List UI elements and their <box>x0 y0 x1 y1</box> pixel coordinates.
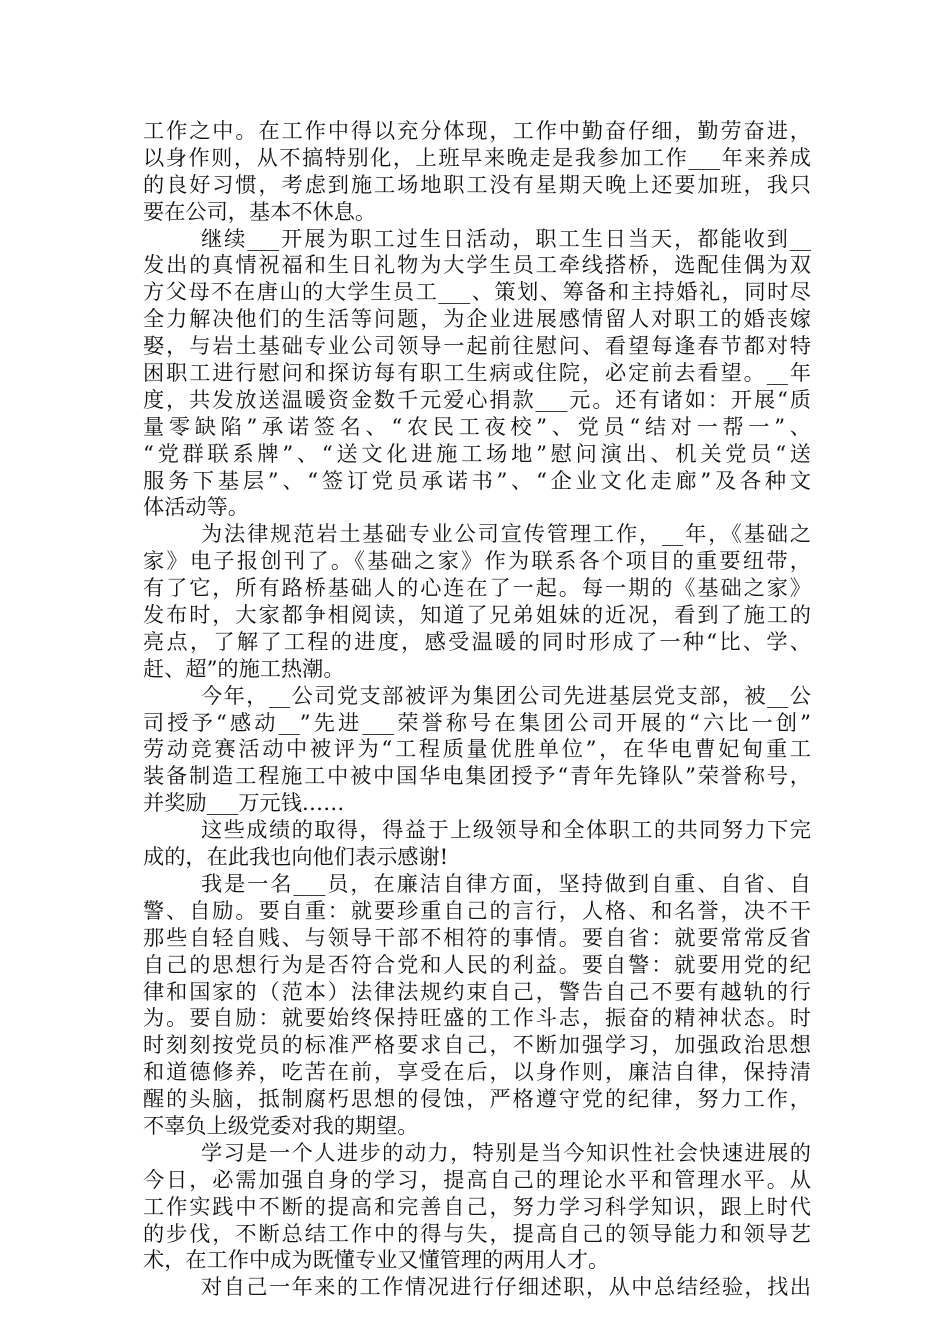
paragraph-first-line: 我是一名___员，在廉洁自律方面，坚持做到自重、自省、自 <box>201 870 811 896</box>
text-line: 成的，在此我也向他们表示感谢! <box>143 844 449 870</box>
text-line: 劳动竞赛活动中被评为“工程质量优胜单位”，在华电曹妃甸重工 <box>143 736 811 762</box>
paragraph-first-line: 对自己一年来的工作情况进行仔细述职，从中总结经验，找出 <box>201 1274 811 1300</box>
text-line: 家》电子报创刊了。《基础之家》作为联系各个项目的重要纽带， <box>143 548 811 574</box>
text-line: 和道德修养，吃苦在前，享受在后，以身作则，廉洁自律，保持清 <box>143 1059 811 1085</box>
text-line: 度，共发放送温暖资金数千元爱心捐款___元。还有诸如：开展“质 <box>143 386 811 412</box>
text-line: 的良好习惯，考虑到施工场地职工没有星期天晚上还要加班，我只 <box>143 171 811 197</box>
text-line: 并奖励___万元钱…… <box>143 790 345 816</box>
text-line: 术，在工作中成为既懂专业又懂管理的两用人才。 <box>143 1247 610 1273</box>
text-line: 服务下基层”、“签订党员承诺书”、“企业文化走廊”及各种文 <box>143 467 811 493</box>
text-line: 为。要自励：就要始终保持旺盛的工作斗志，振奋的精神状态。时 <box>143 1005 811 1031</box>
text-line: 不辜负上级党委对我的期望。 <box>143 1112 419 1138</box>
text-line: 要在公司，基本不休息。 <box>143 198 377 224</box>
text-line: 以身作则，从不搞特别化，上班早来晚走是我参加工作___年来养成 <box>143 144 811 170</box>
document-body <box>143 118 811 1301</box>
text-line: 量零缺陷”承诺签名、“农民工夜校”、党员“结对一帮一”、 <box>143 413 811 439</box>
text-line: 今日，必需加强自身的学习，提高自己的理论水平和管理水平。从 <box>143 1166 811 1192</box>
paragraph-first-line: 为法律规范岩土基础专业公司宣传管理工作，__年，《基础之 <box>201 521 811 547</box>
text-line: 醒的头脑，抵制腐朽思想的侵蚀，严格遵守党的纪律，努力工作， <box>143 1086 811 1112</box>
paragraph-first-line: 继续___开展为职工过生日活动，职工生日当天，都能收到__ <box>201 225 811 251</box>
paragraph-first-line: 学习是一个人进步的动力，特别是当今知识性社会快速进展的 <box>201 1139 811 1165</box>
text-line: 亮点，了解了工程的进度，感受温暖的同时形成了一种“比、学、 <box>143 628 811 654</box>
text-line: 司授予“感动__”先进___荣誉称号在集团公司开展的“六比一创” <box>143 709 811 735</box>
text-line: 律和国家的（范本）法律法规约束自己，警告自己不要有越轨的行 <box>143 978 811 1004</box>
text-line: 困职工进行慰问和探访每有职工生病或住院，必定前去看望。__年 <box>143 360 811 386</box>
text-line: 时刻刻按党员的标准严格要求自己，不断加强学习，加强政治思想 <box>143 1032 811 1058</box>
text-line: 方父母不在唐山的大学生员工___、策划、筹备和主持婚礼，同时尽 <box>143 279 811 305</box>
text-line: 自己的思想行为是否符合党和人民的利益。要自警：就要用党的纪 <box>143 951 811 977</box>
text-line: 装备制造工程施工中被中国华电集团授予“青年先锋队”荣誉称号， <box>143 763 811 789</box>
text-line: 体活动等。 <box>143 494 249 520</box>
text-line: 赶、超”的施工热潮。 <box>143 655 345 681</box>
paragraph-first-line: 这些成绩的取得，得益于上级领导和全体职工的共同努力下完 <box>201 817 811 843</box>
text-line: 那些自轻自贱、与领导干部不相符的事情。要自省：就要常常反省 <box>143 924 811 950</box>
text-line: 警、自励。要自重：就要珍重自己的言行，人格、和名誉，决不干 <box>143 897 811 923</box>
text-line: 的步伐，不断总结工作中的得与失，提高自己的领导能力和领导艺 <box>143 1220 811 1246</box>
text-line: 工作之中。在工作中得以充分体现，工作中勤奋仔细，勤劳奋进， <box>143 118 811 143</box>
text-line: 有了它，所有路桥基础人的心连在了一起。每一期的《基础之家》 <box>143 575 811 601</box>
text-line: 全力解决他们的生活等问题，为企业进展感情留人对职工的婚丧嫁 <box>143 306 811 332</box>
text-line: 发出的真情祝福和生日礼物为大学生员工牵线搭桥，选配佳偶为双 <box>143 252 811 278</box>
text-line: 工作实践中不断的提高和完善自己，努力学习科学知识，跟上时代 <box>143 1193 811 1219</box>
paragraph-first-line: 今年，__公司党支部被评为集团公司先进基层党支部，被__公 <box>201 682 811 708</box>
text-line: 娶，与岩土基础专业公司领导一起前往慰问、看望每逢春节都对特 <box>143 333 811 359</box>
text-line: “党群联系牌”、“送文化进施工场地”慰问演出、机关党员“送 <box>143 440 811 466</box>
text-line: 发布时，大家都争相阅读，知道了兄弟姐妹的近况，看到了施工的 <box>143 602 811 628</box>
